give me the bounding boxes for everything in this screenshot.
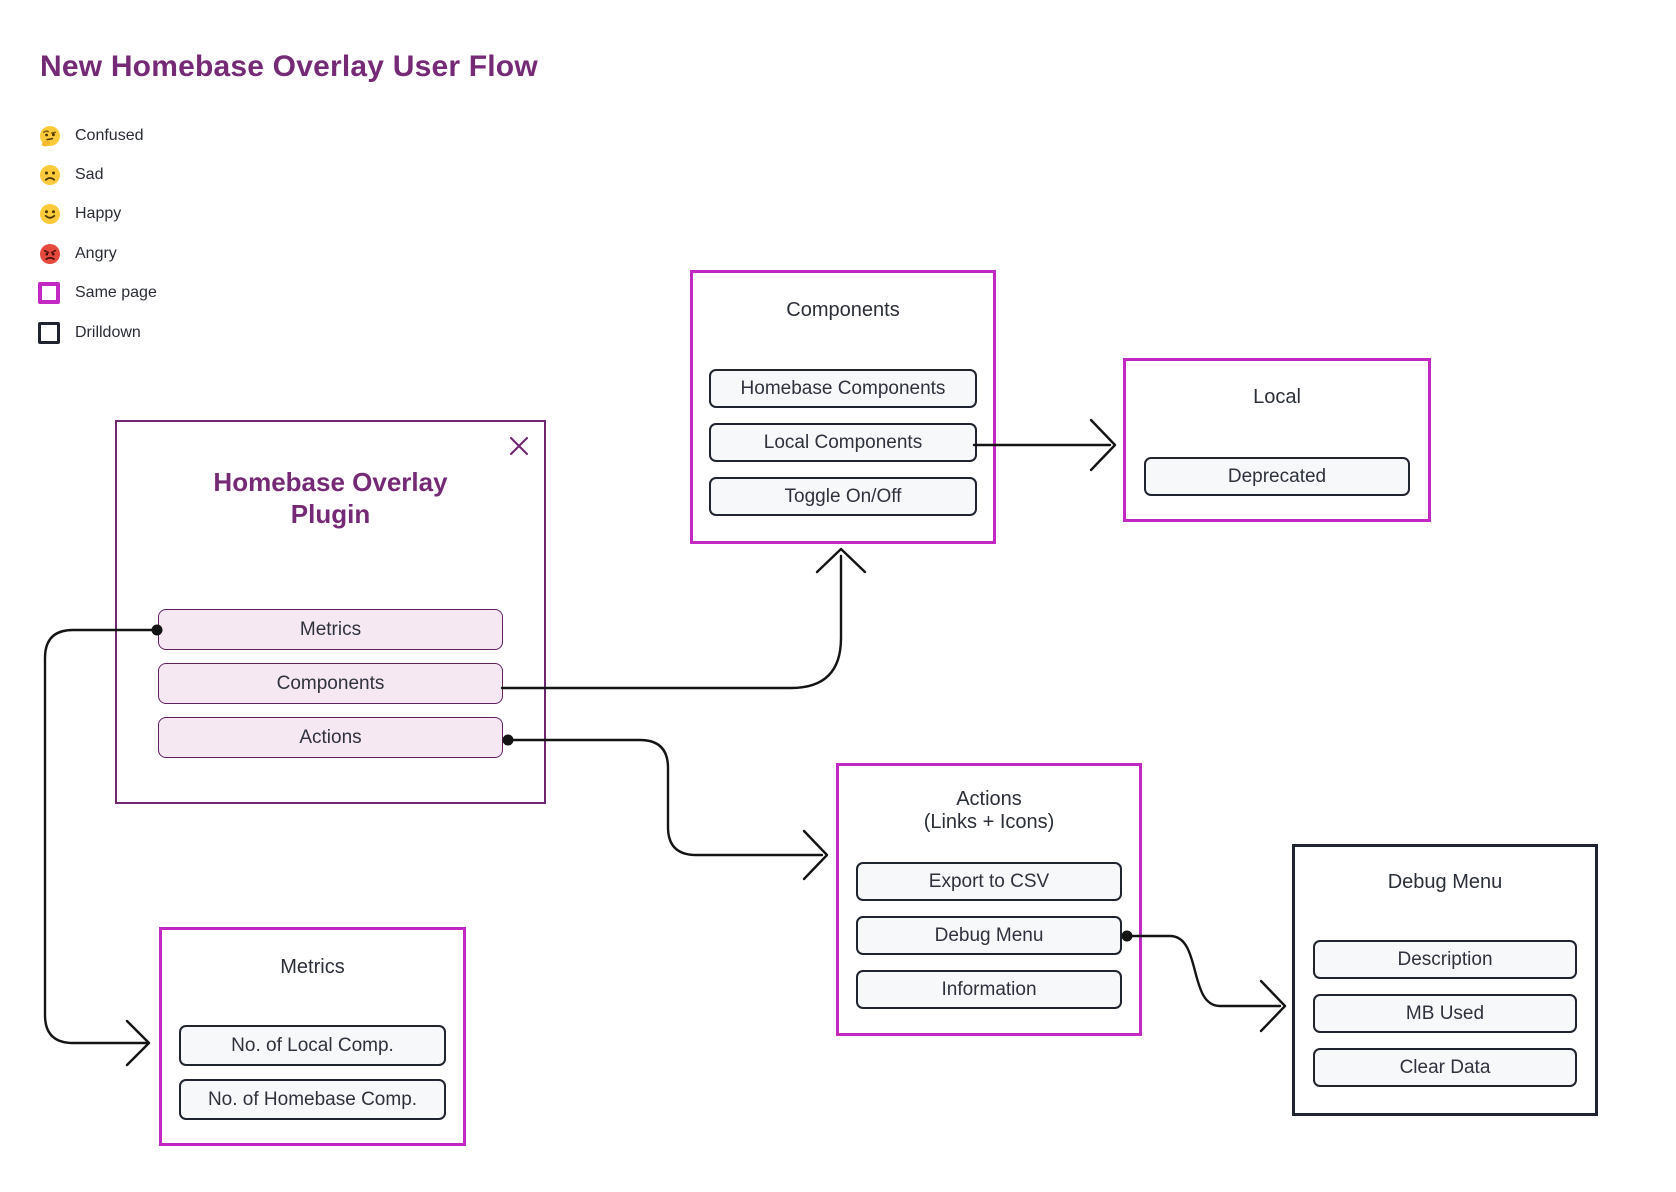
homebase-components-button[interactable]: Homebase Components (709, 369, 977, 408)
sad-emoji-icon (38, 163, 64, 187)
deprecated-button[interactable]: Deprecated (1144, 457, 1410, 496)
arrowhead-actions (804, 831, 827, 879)
export-to-csv-button[interactable]: Export to CSV (856, 862, 1122, 901)
components-box (690, 270, 996, 544)
actions-button[interactable]: Actions (158, 717, 503, 758)
legend-label: Drilldown (75, 323, 141, 341)
metrics-button[interactable]: Metrics (158, 609, 503, 650)
legend-label: Sad (75, 166, 104, 184)
arrow-components (502, 556, 841, 688)
components-button[interactable]: Components (158, 663, 503, 704)
description-button[interactable]: Description (1313, 940, 1577, 979)
arrow-debug-menu (1127, 936, 1280, 1006)
node-title: Local (1253, 386, 1301, 408)
no-of-homebase-comp-button[interactable]: No. of Homebase Comp. (179, 1079, 446, 1120)
toggle-on-off-button[interactable]: Toggle On/Off (709, 477, 977, 516)
page-title: New Homebase Overlay User Flow (40, 50, 538, 83)
legend-item-drilldown (38, 313, 157, 352)
local-components-button[interactable]: Local Components (709, 423, 977, 462)
arrow-actions (508, 740, 822, 855)
arrowhead-debug-menu (1261, 981, 1285, 1031)
arrowhead-local (1091, 420, 1115, 470)
angry-emoji-icon (38, 242, 64, 266)
legend-item-happy (38, 195, 157, 234)
confused-emoji-icon (38, 124, 64, 148)
node-title: Debug Menu (1387, 871, 1503, 893)
information-button[interactable]: Information (856, 970, 1122, 1009)
close-icon[interactable] (508, 435, 530, 457)
debug-menu-button[interactable]: Debug Menu (856, 916, 1122, 955)
clear-data-button[interactable]: Clear Data (1313, 1048, 1577, 1087)
legend-item-angry (38, 234, 157, 273)
homebase-overlay-plugin-box (115, 420, 546, 804)
debug-menu-box (1292, 844, 1598, 1116)
arrowhead-components (817, 549, 865, 572)
legend-label: Confused (75, 126, 144, 144)
no-of-local-comp-button[interactable]: No. of Local Comp. (179, 1025, 446, 1066)
node-title: Components (786, 299, 900, 321)
legend-item-sad (38, 155, 157, 194)
legend-item-same-page (38, 274, 157, 313)
legend-label: Angry (75, 244, 117, 262)
happy-emoji-icon (38, 202, 64, 226)
metrics-box (159, 927, 466, 1146)
legend-label: Same page (75, 284, 157, 302)
node-title: Metrics (280, 956, 345, 978)
legend (38, 116, 157, 352)
node-title: Actions (Links + Icons) (923, 788, 1055, 833)
legend-item-confused (38, 116, 157, 155)
drilldown-swatch-icon (38, 321, 64, 345)
local-box (1123, 358, 1431, 522)
legend-label: Happy (75, 205, 122, 223)
mb-used-button[interactable]: MB Used (1313, 994, 1577, 1033)
actions-box (836, 763, 1142, 1036)
node-title: Homebase Overlay Plugin (213, 467, 448, 529)
same-page-swatch-icon (38, 281, 64, 305)
arrowhead-metrics (127, 1021, 149, 1065)
